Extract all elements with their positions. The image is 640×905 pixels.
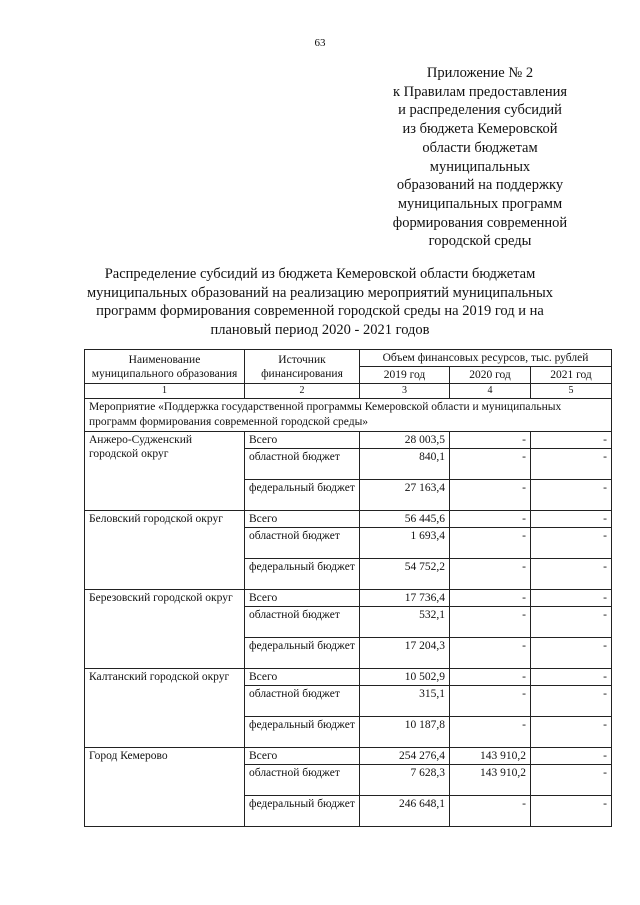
appendix-line: городской среды <box>428 233 532 250</box>
source-cell: федеральный бюджет <box>245 559 360 590</box>
source-cell: областной бюджет <box>245 765 360 796</box>
appendix-line: образований на поддержку <box>396 177 564 194</box>
column-numbers-row <box>85 384 612 399</box>
source-cell: федеральный бюджет <box>245 638 360 669</box>
value-2020: - <box>450 686 531 717</box>
appendix-line: и распределения субсидий <box>398 102 562 119</box>
municipality-name: Анжеро-Судженский городской округ <box>85 432 245 511</box>
value-2020: - <box>450 796 531 827</box>
value-2021: - <box>531 638 612 669</box>
value-2020: - <box>450 669 531 686</box>
document-title <box>60 265 580 340</box>
value-2020: - <box>450 638 531 669</box>
value-2020: 143 910,2 <box>450 748 531 765</box>
value-2021: - <box>531 717 612 748</box>
value-2019: 1 693,4 <box>360 528 450 559</box>
table-row <box>85 511 612 528</box>
value-2021: - <box>531 528 612 559</box>
title-line: программ формирования современной городской среды на 2019 год и на <box>96 303 544 320</box>
header-municipality: Наименование муниципального образования <box>85 350 245 384</box>
table-row <box>85 590 612 607</box>
municipality-name: Город Кемерово <box>85 748 245 827</box>
value-2019: 10 187,8 <box>360 717 450 748</box>
column-number: 5 <box>531 384 612 399</box>
value-2019: 254 276,4 <box>360 748 450 765</box>
section-title: Мероприятие «Поддержка государственной программы Кемеровской области и муниципальных программ формирования современной городской среды» <box>85 399 612 432</box>
source-cell: федеральный бюджет <box>245 480 360 511</box>
value-2021: - <box>531 669 612 686</box>
source-cell: областной бюджет <box>245 449 360 480</box>
value-2021: - <box>531 748 612 765</box>
value-2019: 17 204,3 <box>360 638 450 669</box>
column-number: 3 <box>360 384 450 399</box>
table-row <box>85 432 612 449</box>
section-row <box>85 399 612 432</box>
value-2020: 143 910,2 <box>450 765 531 796</box>
column-number: 1 <box>85 384 245 399</box>
value-2020: - <box>450 432 531 449</box>
subsidies-table <box>84 349 612 827</box>
header-volume: Объем финансовых ресурсов, тыс. рублей <box>360 350 612 367</box>
header-year-2021: 2021 год <box>531 367 612 384</box>
source-cell: Всего <box>245 669 360 686</box>
page-number: 63 <box>314 37 326 49</box>
value-2021: - <box>531 559 612 590</box>
value-2019: 10 502,9 <box>360 669 450 686</box>
value-2021: - <box>531 796 612 827</box>
source-cell: Всего <box>245 432 360 449</box>
source-cell: областной бюджет <box>245 686 360 717</box>
column-number: 4 <box>450 384 531 399</box>
value-2021: - <box>531 432 612 449</box>
value-2019: 54 752,2 <box>360 559 450 590</box>
header-source: Источник финансирования <box>245 350 360 384</box>
appendix-line: муниципальных <box>429 158 531 175</box>
appendix-line: формирования современной <box>392 214 568 231</box>
source-cell: Всего <box>245 748 360 765</box>
value-2020: - <box>450 449 531 480</box>
value-2021: - <box>531 607 612 638</box>
municipality-name: Беловский городской округ <box>85 511 245 590</box>
value-2019: 7 628,3 <box>360 765 450 796</box>
value-2020: - <box>450 717 531 748</box>
source-cell: Всего <box>245 590 360 607</box>
value-2020: - <box>450 480 531 511</box>
appendix-note <box>380 64 580 251</box>
appendix-line: Приложение № 2 <box>426 65 534 81</box>
value-2021: - <box>531 765 612 796</box>
value-2021: - <box>531 480 612 511</box>
appendix-line: из бюджета Кемеровской <box>402 121 558 138</box>
value-2019: 246 648,1 <box>360 796 450 827</box>
appendix-line: области бюджетам <box>422 139 538 156</box>
value-2020: - <box>450 528 531 559</box>
source-cell: федеральный бюджет <box>245 796 360 827</box>
value-2021: - <box>531 449 612 480</box>
municipality-name: Калтанский городской округ <box>85 669 245 748</box>
title-line: Распределение субсидий из бюджета Кемеровской области бюджетам <box>104 266 536 282</box>
value-2019: 840,1 <box>360 449 450 480</box>
source-cell: областной бюджет <box>245 528 360 559</box>
value-2020: - <box>450 511 531 528</box>
value-2019: 315,1 <box>360 686 450 717</box>
value-2019: 17 736,4 <box>360 590 450 607</box>
title-line: плановый период 2020 - 2021 годов <box>210 322 430 339</box>
value-2019: 56 445,6 <box>360 511 450 528</box>
table-row <box>85 669 612 686</box>
header-year-2019: 2019 год <box>360 367 450 384</box>
value-2020: - <box>450 590 531 607</box>
table-row <box>85 748 612 765</box>
header-year-2020: 2020 год <box>450 367 531 384</box>
source-cell: федеральный бюджет <box>245 717 360 748</box>
appendix-line: муниципальных программ <box>397 195 563 212</box>
appendix-line: к Правилам предоставления <box>392 83 568 100</box>
value-2019: 28 003,5 <box>360 432 450 449</box>
header-row <box>85 350 612 367</box>
title-line: муниципальных образований на реализацию мероприятий муниципальных <box>86 284 554 301</box>
value-2019: 27 163,4 <box>360 480 450 511</box>
value-2020: - <box>450 607 531 638</box>
column-number: 2 <box>245 384 360 399</box>
value-2021: - <box>531 511 612 528</box>
value-2021: - <box>531 686 612 717</box>
source-cell: областной бюджет <box>245 607 360 638</box>
value-2019: 532,1 <box>360 607 450 638</box>
source-cell: Всего <box>245 511 360 528</box>
value-2020: - <box>450 559 531 590</box>
municipality-name: Березовский городской округ <box>85 590 245 669</box>
value-2021: - <box>531 590 612 607</box>
